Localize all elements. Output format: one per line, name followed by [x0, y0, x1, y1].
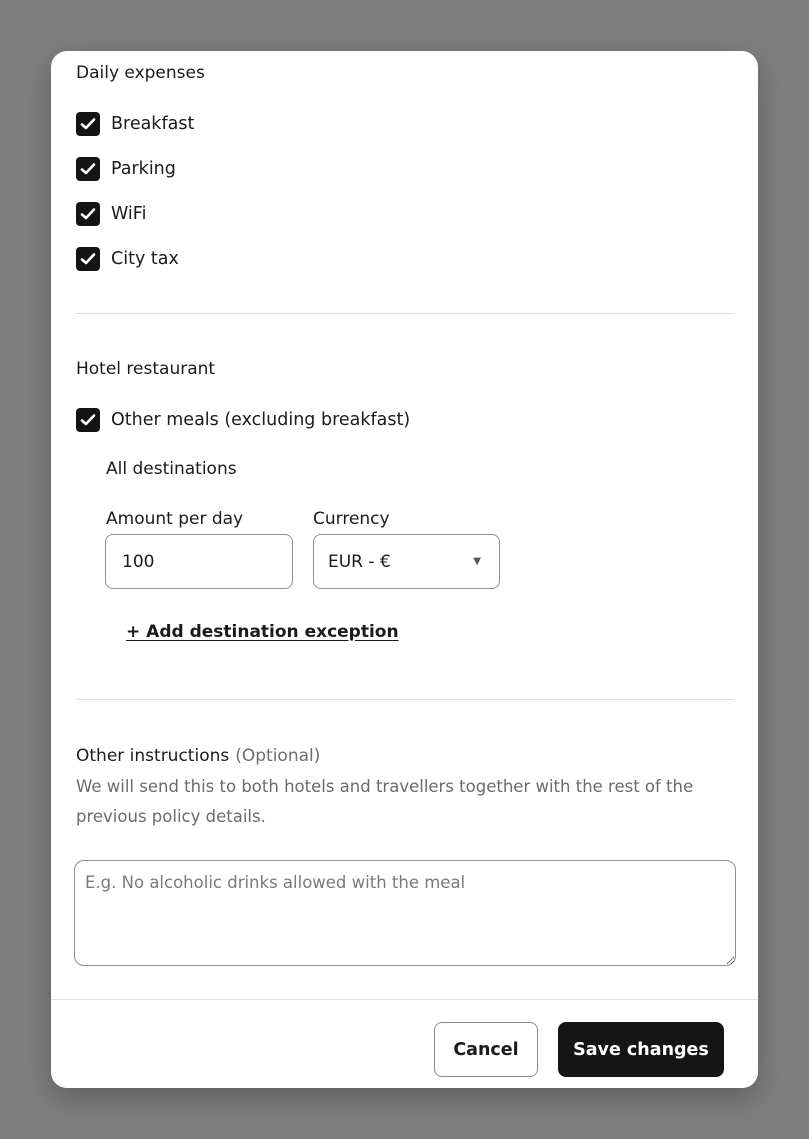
section-divider: [76, 313, 734, 314]
all-destinations-title: All destinations: [106, 459, 237, 479]
currency-label: Currency: [313, 509, 390, 529]
breakfast-option[interactable]: [76, 112, 194, 136]
checkmark-icon: [80, 207, 96, 221]
parking-checkbox[interactable]: [76, 157, 100, 181]
parking-label: Parking: [111, 159, 176, 179]
other-instructions-textarea[interactable]: [74, 860, 736, 966]
wifi-option[interactable]: [76, 202, 146, 226]
dialog-footer: [51, 999, 758, 1088]
other-meals-option[interactable]: [76, 408, 410, 432]
currency-select[interactable]: [313, 534, 500, 589]
city-tax-label: City tax: [111, 249, 179, 269]
checkmark-icon: [80, 252, 96, 266]
breakfast-checkbox[interactable]: [76, 112, 100, 136]
add-destination-exception-link[interactable]: + Add destination exception: [126, 622, 399, 642]
optional-tag: (Optional): [235, 746, 321, 766]
hotel-restaurant-title: Hotel restaurant: [76, 359, 216, 379]
save-changes-button[interactable]: Save changes: [558, 1022, 724, 1077]
edit-policy-dialog: [51, 51, 758, 1088]
other-meals-checkbox[interactable]: [76, 408, 100, 432]
caret-down-icon: ▼: [473, 556, 481, 567]
city-tax-option[interactable]: [76, 247, 179, 271]
amount-per-day-input[interactable]: [105, 534, 293, 589]
other-meals-label: Other meals (excluding breakfast): [111, 410, 411, 430]
wifi-checkbox[interactable]: [76, 202, 100, 226]
checkmark-icon: [80, 413, 96, 427]
section-divider: [76, 699, 734, 700]
amount-per-day-label: Amount per day: [106, 509, 244, 529]
parking-option[interactable]: [76, 157, 176, 181]
other-instructions-heading: [76, 746, 320, 766]
currency-selected-value: EUR - €: [328, 551, 391, 572]
other-instructions-title: Other instructions: [76, 746, 230, 766]
checkmark-icon: [80, 117, 96, 131]
breakfast-label: Breakfast: [111, 114, 195, 134]
wifi-label: WiFi: [111, 204, 147, 224]
cancel-button[interactable]: Cancel: [434, 1022, 538, 1077]
city-tax-checkbox[interactable]: [76, 247, 100, 271]
instructions-helper-text: We will send this to both hotels and travellers together with the rest of the previous policy details.: [76, 777, 694, 826]
daily-expenses-title: Daily expenses: [76, 63, 205, 83]
checkmark-icon: [80, 162, 96, 176]
